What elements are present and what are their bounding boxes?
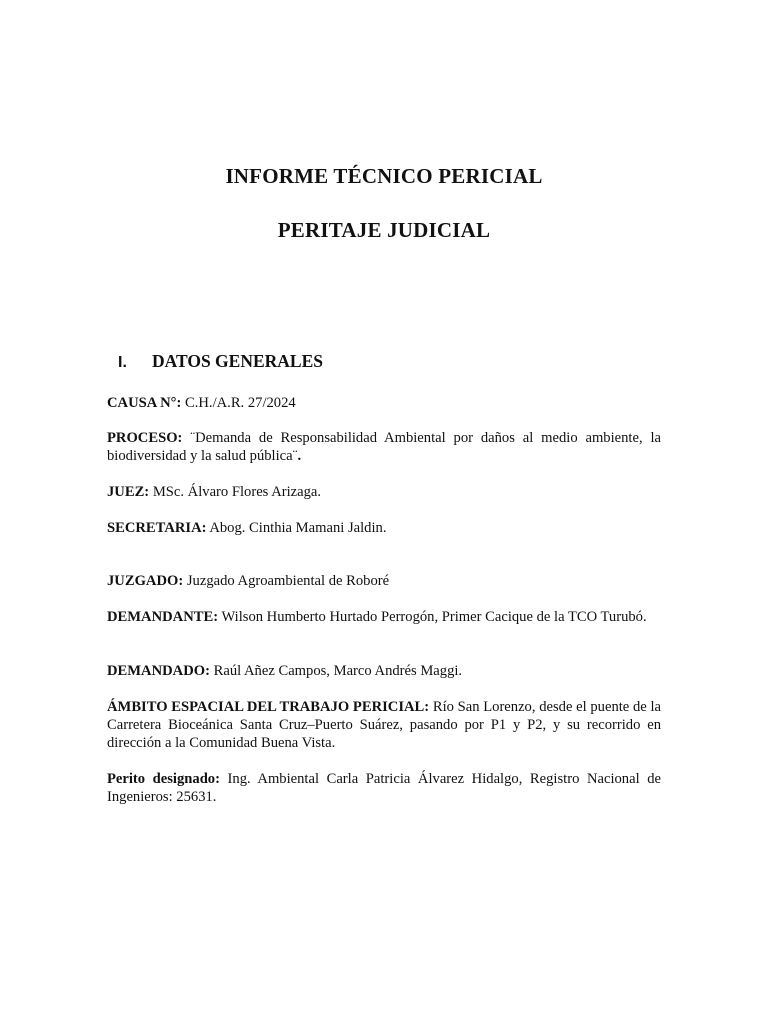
section-title: DATOS GENERALES — [152, 351, 324, 371]
field-value: C.H./A.R. 27/2024 — [181, 395, 296, 411]
field-label: DEMANDANTE: — [107, 609, 219, 625]
document-title: INFORME TÉCNICO PERICIAL — [225, 164, 543, 188]
field-label: ÁMBITO ESPACIAL DEL TRABAJO PERICIAL: — [107, 699, 430, 715]
field-causa — [107, 394, 661, 412]
field-suffix: . — [297, 448, 302, 464]
section-heading — [118, 351, 323, 372]
field-value: Abog. Cinthia Mamani Jaldin. — [206, 520, 387, 536]
field-value: Río San Lorenzo, desde el puente de la Carretera Bioceánica Santa Cruz–Puerto Suárez, pasando por P1 y P2, y su recorrido en dirección a la Comunidad Buena Vista. — [107, 699, 661, 751]
field-ambito — [107, 698, 661, 752]
field-perito — [107, 770, 661, 806]
field-label: JUEZ: — [107, 484, 150, 500]
field-juez — [107, 483, 661, 501]
field-value: Juzgado Agroambiental de Roboré — [183, 573, 390, 589]
field-proceso — [107, 429, 661, 465]
field-label: SECRETARIA: — [107, 520, 207, 536]
field-demandado — [107, 662, 661, 680]
document-subtitle: PERITAJE JUDICIAL — [277, 218, 491, 242]
field-value: Raúl Añez Campos, Marco Andrés Maggi. — [209, 663, 463, 679]
field-label: Perito designado: — [107, 771, 220, 787]
field-demandante — [107, 608, 661, 626]
field-value: ¨Demanda de Responsabilidad Ambiental por daños al medio ambiente, la biodiversidad y la salud pública¨ — [107, 430, 661, 464]
field-label: PROCESO: — [107, 430, 183, 446]
field-secretaria — [107, 519, 661, 537]
section-number: I. — [118, 354, 127, 371]
field-value: Ing. Ambiental Carla Patricia Álvarez Hidalgo, Registro Nacional de Ingenieros: 25631. — [107, 771, 661, 805]
field-value: MSc. Álvaro Flores Arizaga. — [149, 484, 322, 500]
field-value: Wilson Humberto Hurtado Perrogón, Primer Cacique de la TCO Turubó. — [218, 609, 647, 625]
field-label: DEMANDADO: — [107, 663, 210, 679]
field-label: JUZGADO: — [107, 573, 184, 589]
field-juzgado — [107, 572, 661, 590]
field-label: CAUSA N°: — [107, 395, 182, 411]
